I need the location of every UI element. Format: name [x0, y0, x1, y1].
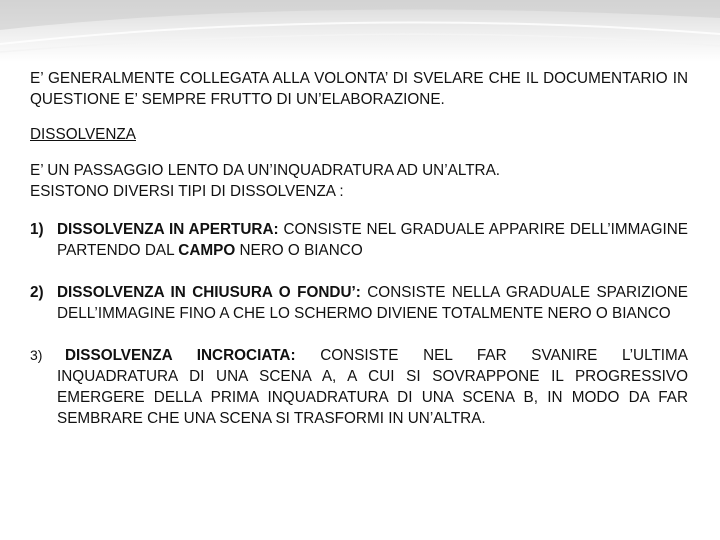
- slide-content: [30, 68, 688, 450]
- definition-line-2: ESISTONO DIVERSI TIPI DI DISSOLVENZA :: [30, 183, 344, 200]
- item-title: DISSOLVENZA IN CHIUSURA O FONDU’:: [57, 284, 361, 301]
- list-number: 2): [30, 284, 44, 301]
- decorative-header-band: [0, 0, 720, 62]
- item-title: DISSOLVENZA IN APERTURA:: [57, 221, 279, 238]
- item-text-end: NERO O BIANCO: [235, 242, 363, 259]
- item-emphasis: CAMPO: [178, 242, 236, 259]
- list-item: [30, 345, 688, 429]
- definition-block: [30, 160, 688, 202]
- item-title: DISSOLVENZA INCROCIATA:: [65, 347, 296, 364]
- definition-line-1: E’ UN PASSAGGIO LENTO DA UN’INQUADRATURA AD UN’ALTRA.: [30, 162, 501, 179]
- swoosh-decoration: [0, 0, 720, 62]
- dissolve-types-list: [30, 219, 688, 429]
- list-number: 3): [30, 347, 43, 363]
- section-heading: DISSOLVENZA: [30, 126, 136, 143]
- item-text: CONSISTE NEL GRADUALE APPARIRE DELL’IMMAGINE PARTENDO DAL: [57, 221, 688, 259]
- intro-paragraph: E’ GENERALMENTE COLLEGATA ALLA VOLONTA’ DI SVELARE CHE IL DOCUMENTARIO IN QUESTIONE E’ SEMPRE FRUTTO DI UN’ELABORAZIONE.: [30, 70, 688, 108]
- list-item: [30, 219, 688, 261]
- item-text: CONSISTE NELLA GRADUALE SPARIZIONE DELL’IMMAGINE FINO A CHE LO SCHERMO DIVIENE TOTALMENTE NERO O BIANCO: [57, 284, 688, 322]
- list-item: [30, 282, 688, 324]
- item-text: CONSISTE NEL FAR SVANIRE L’ULTIMA INQUADRATURA DI UNA SCENA A, A CUI SI SOVRAPPONE IL PROGRESSIVO EMERGERE DELLA PRIMA INQUADRATURA DI UNA SCENA B, IN MODO DA FAR SEMBRARE CHE UNA SCENA SI TRASFORMI IN UN’ALTRA.: [57, 347, 688, 427]
- list-number: 1): [30, 221, 44, 238]
